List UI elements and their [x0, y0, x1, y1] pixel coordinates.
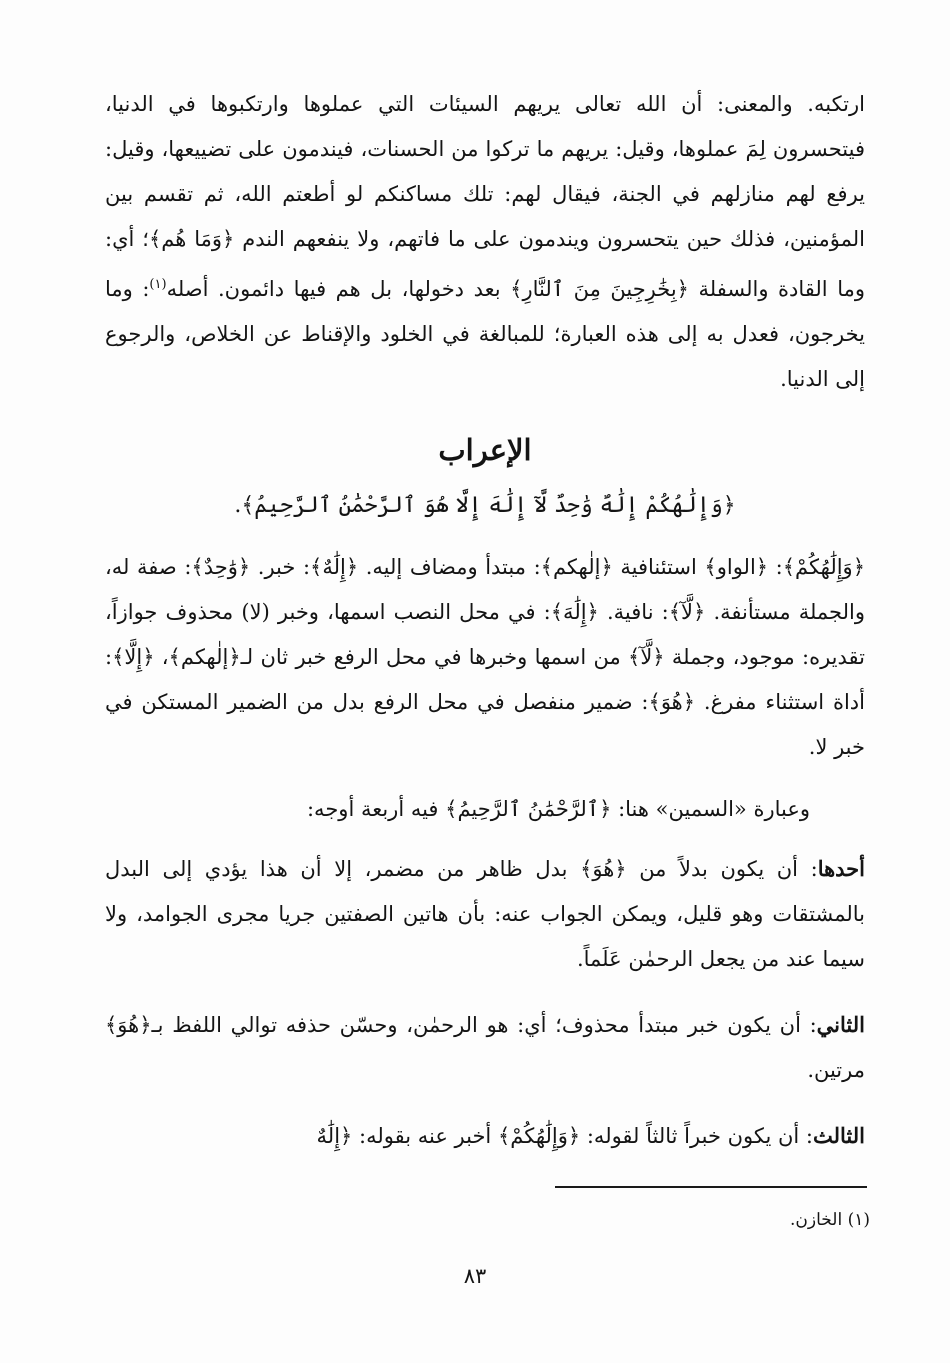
- second-aspect-paragraph: [105, 1002, 865, 1093]
- intro-text-continued: : وما يخرجون، فعدل به إلى هذه العبارة؛ للمبالغة في الخلود والإقناط عن الخلاص، والرجوع إلى الدنيا.: [105, 277, 865, 391]
- footnote-marker: (١): [847, 1210, 870, 1230]
- footnote-text: الخازن.: [790, 1210, 843, 1230]
- first-aspect-text: : أن يكون بدلاً من ﴿هُوَ﴾ بدل ظاهر من مضمر، إلا أن هذا يؤدي إلى البدل بالمشتقات وهو قليل، ويمكن الجواب عنه: بأن هاتين الصفتين جريا مجرى الجوامد، ولا سيما عند من يجعل الرحمٰن عَلَماً.: [105, 857, 865, 971]
- third-aspect-paragraph: [105, 1113, 865, 1159]
- third-aspect-label: الثالث: [813, 1123, 865, 1148]
- first-aspect-paragraph: [105, 846, 865, 982]
- quran-verse: ﴿وَإِلَٰهُكُمْ إِلَٰهٌ وَٰحِدٌ لَّآ إِلَٰهَ إِلَّا هُوَ ٱلرَّحْمَٰنُ ٱلرَّحِيمُ﴾.: [234, 493, 736, 518]
- second-aspect-label: الثاني: [816, 1012, 865, 1037]
- intro-paragraph: [105, 82, 865, 402]
- irab-paragraph: ﴿وَإِلَٰهُكُمْ﴾: ﴿الواو﴾ استئنافية ﴿إلٰهكم﴾: مبتدأ ومضاف إليه. ﴿إِلَٰهٌ﴾: خبر. ﴿وَٰحِدٌ﴾: صفة له، والجملة مستأنفة. ﴿لَّآ﴾: نافية. ﴿إِلَٰهَ﴾: في محل النصب اسمها، وخبر (لا) محذوف جوازاً، تقديره: موجود، وجملة ﴿لَّآ﴾ من اسمها وخبرها في محل الرفع خبر ثان لـ﴿إلٰهكم﴾، ﴿إِلَّا﴾: أداة استثناء مفرغ. ﴿هُوَ﴾: ضمير منفصل في محل الرفع بدل من الضمير المستكن في خبر لا.: [105, 555, 865, 759]
- page-number: ٨٣: [463, 1264, 487, 1288]
- second-aspect-text: : أن يكون خبر مبتدأ محذوف؛ أي: هو الرحمٰن، وحسّن حذفه توالي اللفظ بـ﴿هُوَ﴾ مرتين.: [105, 1013, 865, 1082]
- sameen-intro-paragraph: وعبارة «السمين» هنا: ﴿ٱلرَّحْمَٰنُ ٱلرَّحِيمُ﴾ فيه أربعة أوجه:: [306, 797, 810, 821]
- section-heading: الإعراب: [438, 433, 532, 467]
- third-aspect-text: : أن يكون خبراً ثالثاً لقوله: ﴿وَإِلَٰهُكُمْ﴾ أخبر عنه بقوله: ﴿إِلَٰهٌ: [316, 1124, 813, 1148]
- footnote-divider: [555, 1186, 867, 1188]
- first-aspect-label: أحدها: [817, 856, 865, 881]
- footnote-reference-marker[interactable]: (١): [149, 277, 167, 292]
- footnote: [105, 1203, 870, 1237]
- intro-text: ارتكبه. والمعنى: أن الله تعالى يريهم السيئات التي عملوها وارتكبوها في الدنيا، فيتحسرون لِمَ عملوها، وقيل: يريهم ما تركوا من الحسنات، فيندمون على تضييعها، وقيل: يرفع لهم منازلهم في الجنة، فيقال لهم: تلك مساكنكم لو أطعتم الله، ثم تقسم بين المؤمنين، فذلك حين يتحسرون ويندمون على ما فاتهم، ولا ينفعهم الندم ﴿وَمَا هُم﴾؛ أي: وما القادة والسفلة ﴿بِخَٰرِجِينَ مِنَ ٱلنَّارِ﴾ بعد دخولها، بل هم فيها دائمون. أصله: [105, 92, 865, 301]
